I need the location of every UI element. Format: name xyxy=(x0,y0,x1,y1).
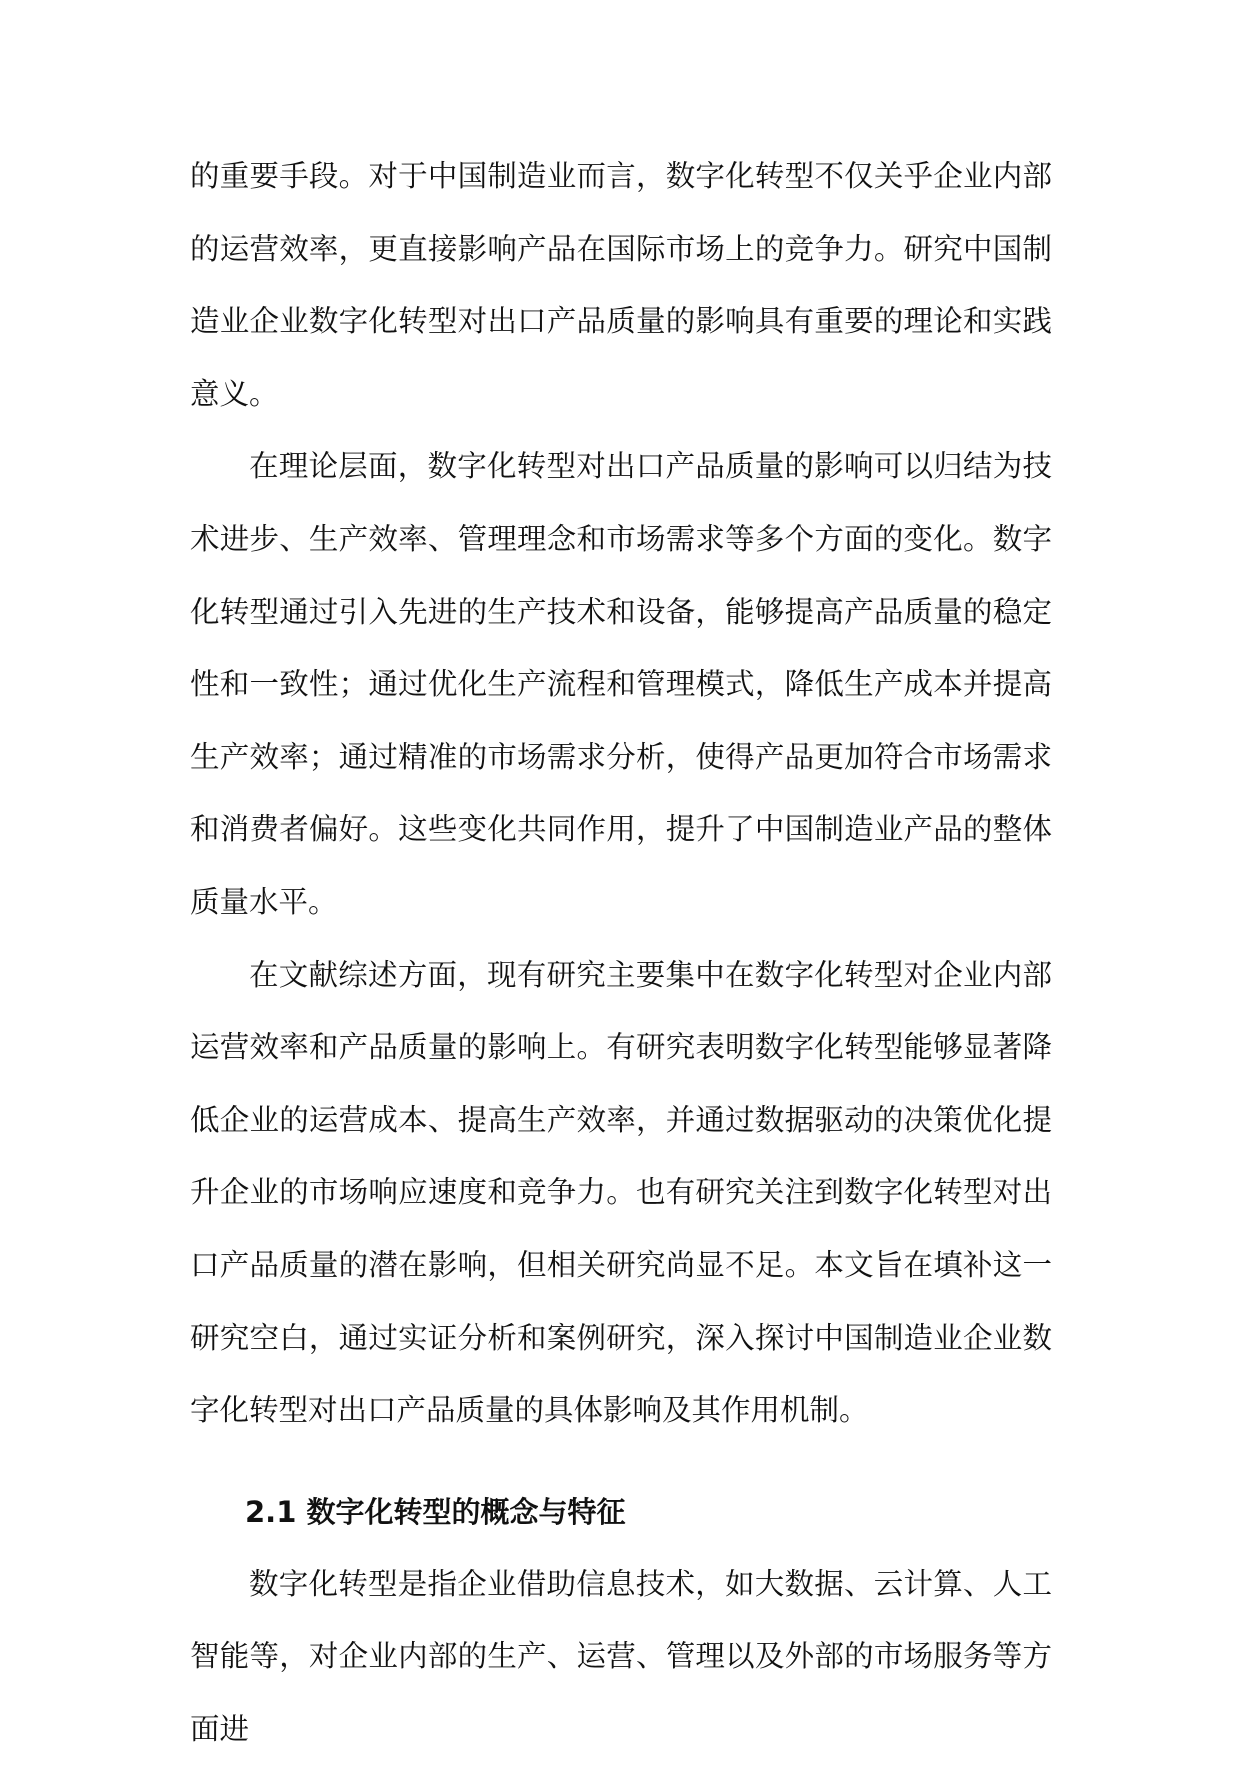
body-paragraph-3: 在文献综述方面，现有研究主要集中在数字化转型对企业内部运营效率和产品质量的影响上。有研究表明数字化转型能够显著降低企业的运营成本、提高生产效率，并通过数据驱动的决策优化提升企业的市场响应速度和竞争力。也有研究关注到数字化转型对出口产品质量的潜在影响，但相关研究尚显不足。本文旨在填补这一研究空白，通过实证分析和案例研究，深入探讨中国制造业企业数字化转型对出口产品质量的具体影响及其作用机制。 xyxy=(190,957,1052,1428)
body-paragraph-2: 在理论层面，数字化转型对出口产品质量的影响可以归结为技术进步、生产效率、管理理念和市场需求等多个方面的变化。数字化转型通过引入先进的生产技术和设备，能够提高产品质量的稳定性和一致性；通过优化生产流程和管理模式，降低生产成本并提高生产效率；通过精准的市场需求分析，使得产品更加符合市场需求和消费者偏好。这些变化共同作用，提升了中国制造业产品的整体质量水平。 xyxy=(190,449,1052,919)
section-heading: 2.1 数字化转型的概念与特征 xyxy=(245,1494,626,1529)
body-paragraph-1: 的重要手段。对于中国制造业而言，数字化转型不仅关乎企业内部的运营效率，更直接影响产品在国际市场上的竞争力。研究中国制造业企业数字化转型对出口产品质量的影响具有重要的理论和实践意义。 xyxy=(190,159,1052,411)
page-content xyxy=(190,140,1052,1765)
section-paragraph: 数字化转型是指企业借助信息技术，如大数据、云计算、人工智能等，对企业内部的生产、运营、管理以及外部的市场服务等方面进 xyxy=(190,1566,1052,1746)
